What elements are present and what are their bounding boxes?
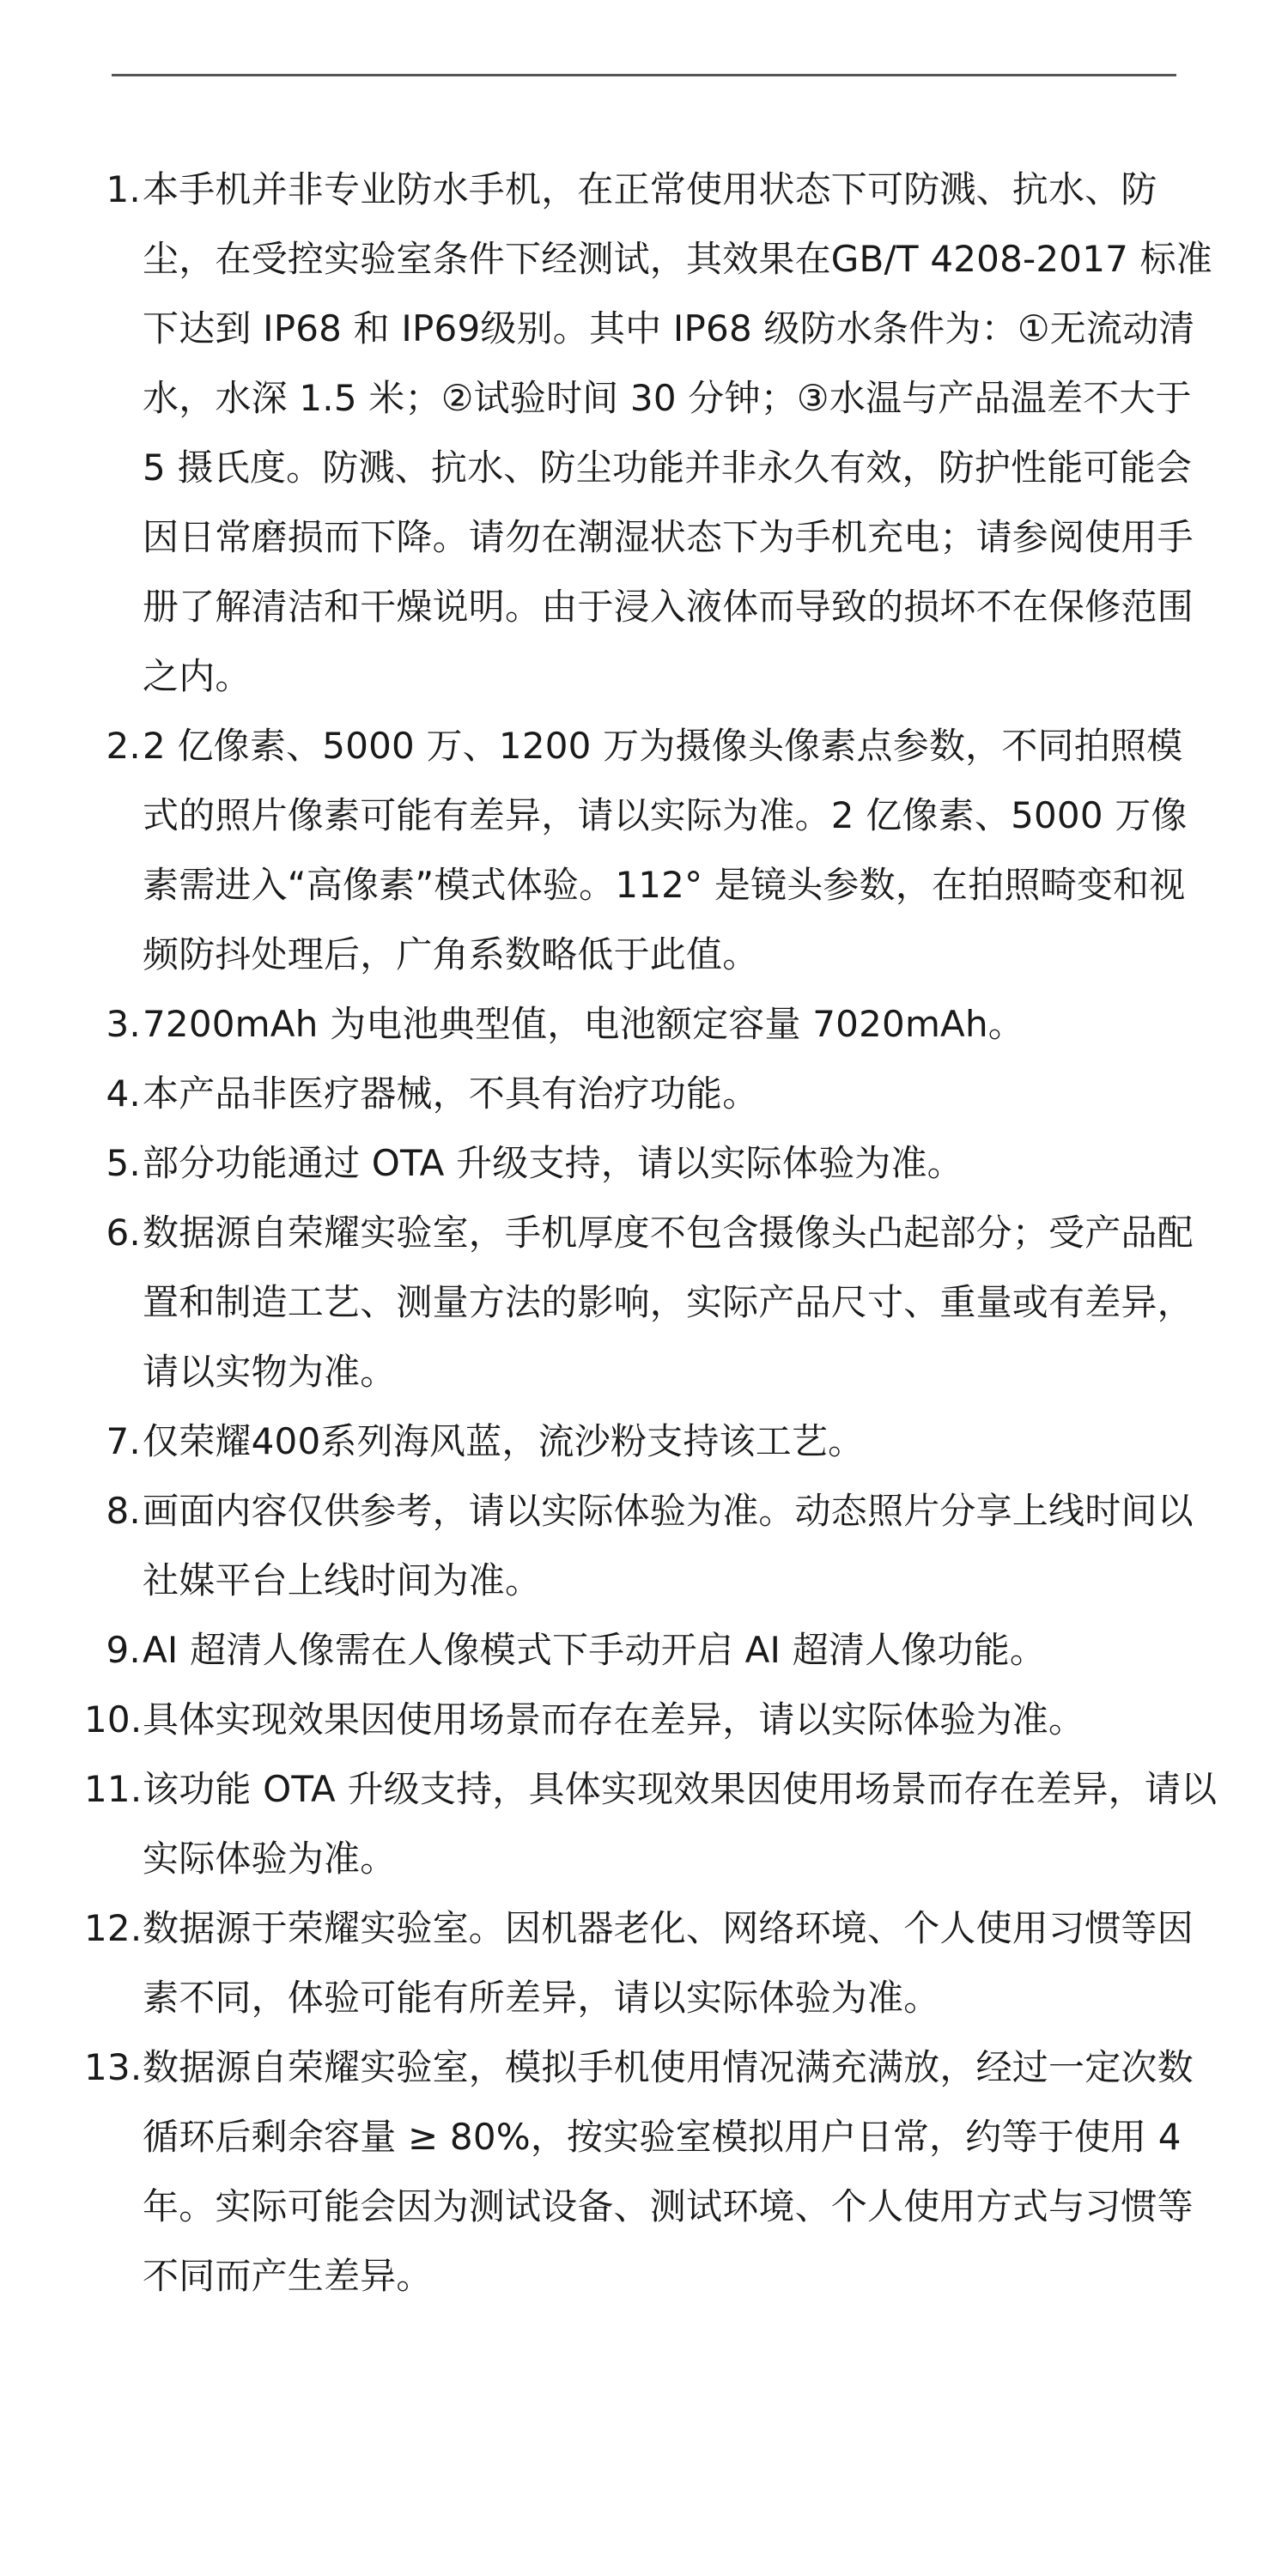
note-text: 仅荣耀400系列海风蓝，流沙粉支持该工艺。 xyxy=(143,1420,865,1462)
note-number: 3. xyxy=(106,1003,141,1045)
list-item xyxy=(84,2032,1218,2311)
list-item xyxy=(84,989,1218,1059)
list-item xyxy=(84,1893,1218,2032)
note-number: 5. xyxy=(106,1142,141,1184)
note-text: 该功能 OTA 升级支持，具体实现效果因使用场景而存在差异，请以实际体验为准。 xyxy=(143,1768,1218,1880)
note-text: 部分功能通过 OTA 升级支持，请以实际体验为准。 xyxy=(143,1142,963,1184)
note-number: 2. xyxy=(106,725,141,767)
note-number: 6. xyxy=(106,1212,141,1254)
note-text: AI 超清人像需在人像模式下手动开启 AI 超清人像功能。 xyxy=(143,1629,1047,1671)
note-number: 12. xyxy=(84,1907,143,1949)
note-number: 11. xyxy=(84,1768,143,1810)
note-text: 2 亿像素、5000 万、1200 万为摄像头像素点参数，不同拍照模式的照片像素可能有差异，请以实际为准。2 亿像素、5000 万像素需进入“高像素”模式体验。112° 是镜头参数，在拍照畸变和视频防抖处理后，广角系数略低于此值。 xyxy=(143,725,1188,975)
note-number: 13. xyxy=(84,2046,143,2088)
note-text: 数据源自荣耀实验室，手机厚度不包含摄像头凸起部分；受产品配置和制造工艺、测量方法的影响，实际产品尺寸、重量或有差异，请以实物为准。 xyxy=(143,1212,1194,1393)
note-number: 8. xyxy=(106,1490,141,1532)
note-text: 本手机并非专业防水手机，在正常使用状态下可防溅、抗水、防尘，在受控实验室条件下经测试，其效果在GB/T 4208-2017 标准下达到 IP68 和 IP69级别。其中 IP68 级防水条件为：①无流动清水，水深 1.5 米；②试验时间 30 分钟；③水温与产品温差不大于 5 摄氏度。防溅、抗水、防尘功能并非永久有效，防护性能可能会因日常磨损而下降。请勿在潮湿状态下为手机充电；请参阅使用手册了解清洁和干燥说明。由于浸入液体而导致的损坏不在保修范围之内。 xyxy=(143,168,1212,697)
note-number: 4. xyxy=(106,1072,141,1115)
note-number: 10. xyxy=(84,1698,143,1741)
note-text: 数据源自荣耀实验室，模拟手机使用情况满充满放，经过一定次数循环后剩余容量 ≥ 80%，按实验室模拟用户日常，约等于使用 4 年。实际可能会因为测试设备、测试环境、个人使用方式与习惯等不同而产生差异。 xyxy=(143,2046,1194,2297)
note-text: 画面内容仅供参考，请以实际体验为准。动态照片分享上线时间以社媒平台上线时间为准。 xyxy=(143,1490,1194,1601)
note-number: 1. xyxy=(106,168,141,210)
list-item xyxy=(84,1128,1218,1198)
note-number: 7. xyxy=(106,1420,141,1462)
disclaimer-notes-list xyxy=(84,155,1218,2311)
note-text: 本产品非医疗器械，不具有治疗功能。 xyxy=(143,1072,759,1115)
list-item xyxy=(84,1406,1218,1476)
note-text: 7200mAh 为电池典型值，电池额定容量 7020mAh。 xyxy=(143,1003,1025,1045)
list-item xyxy=(84,1059,1218,1128)
list-item xyxy=(84,1615,1218,1685)
top-divider xyxy=(112,74,1176,76)
list-item xyxy=(84,155,1218,711)
note-number: 9. xyxy=(106,1629,141,1671)
list-item xyxy=(84,1754,1218,1893)
list-item xyxy=(84,1198,1218,1406)
list-item xyxy=(84,1476,1218,1615)
note-text: 具体实现效果因使用场景而存在差异，请以实际体验为准。 xyxy=(143,1698,1085,1741)
list-item xyxy=(84,1685,1218,1754)
list-item xyxy=(84,711,1218,989)
note-text: 数据源于荣耀实验室。因机器老化、网络环境、个人使用习惯等因素不同，体验可能有所差异，请以实际体验为准。 xyxy=(143,1907,1194,2019)
